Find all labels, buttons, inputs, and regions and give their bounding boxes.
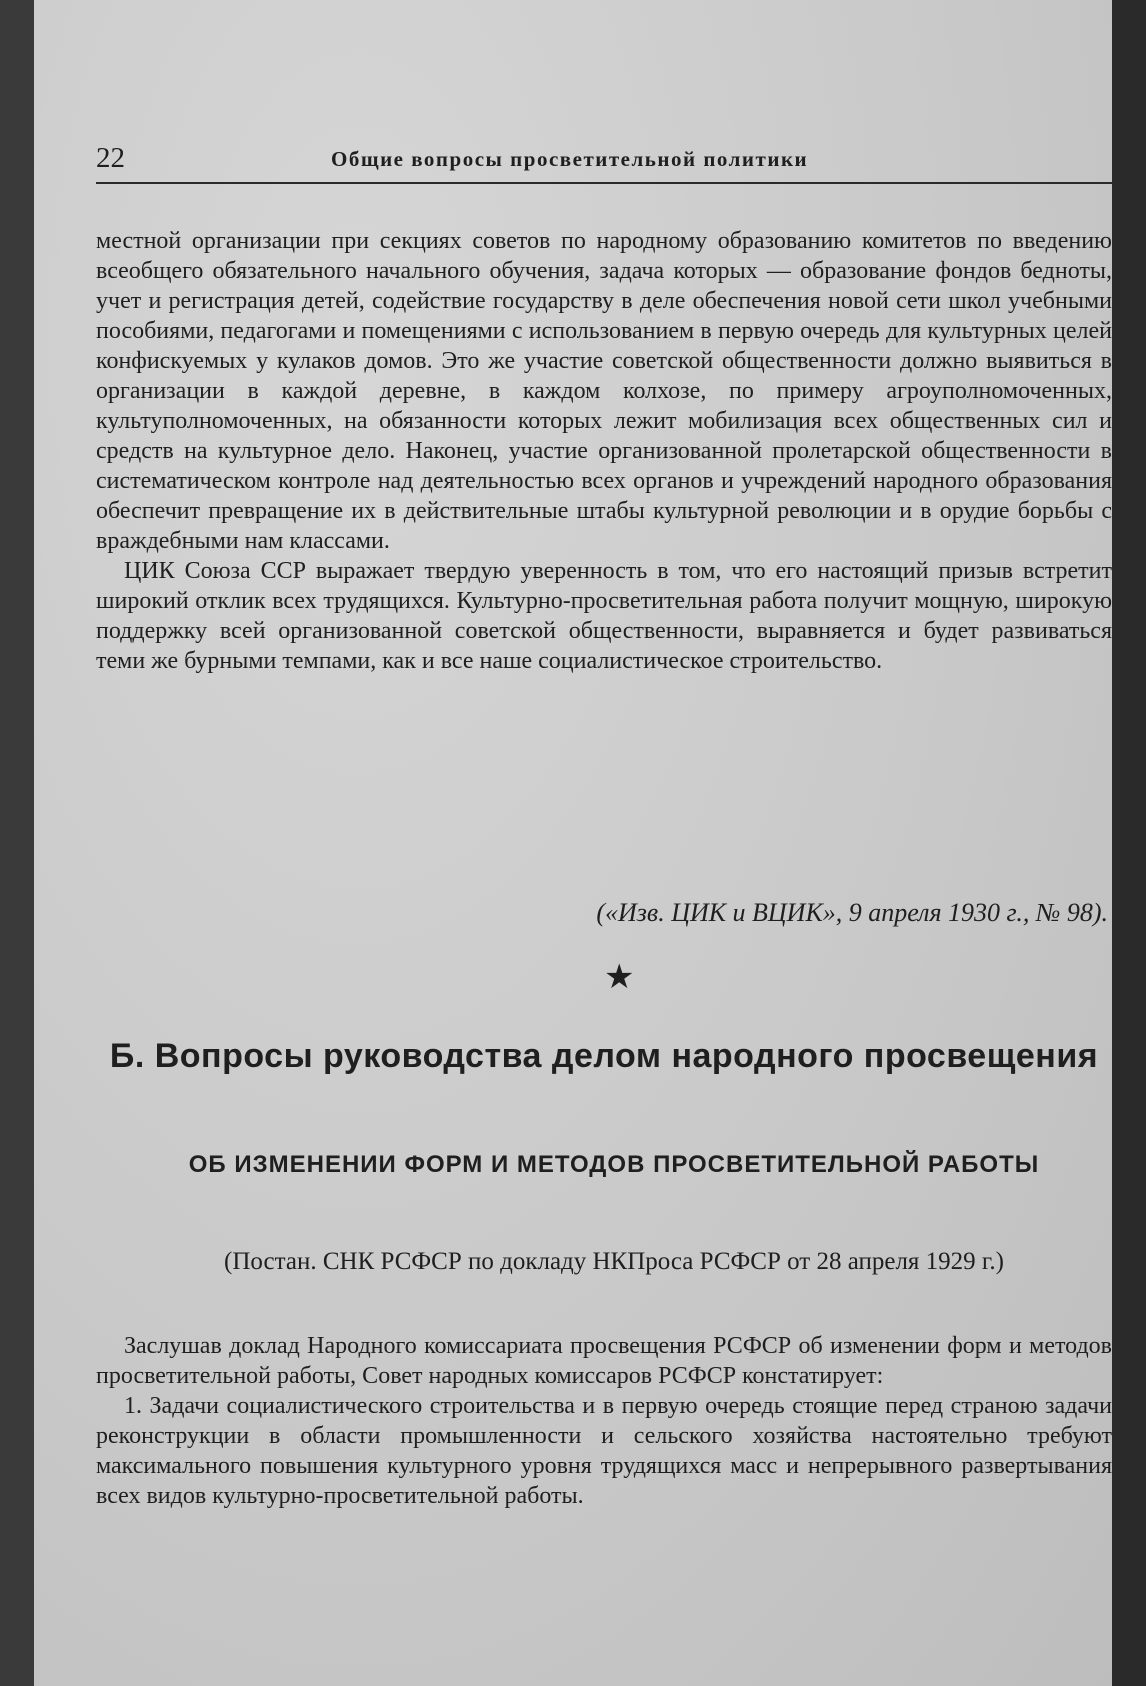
document-title: ОБ ИЗМЕНЕНИИ ФОРМ И МЕТОДОВ ПРОСВЕТИТЕЛЬНОЙ РАБОТЫ: [188, 1151, 1040, 1178]
book-edge: [1112, 0, 1146, 1686]
running-title: Общие вопросы просветительной политики: [331, 147, 809, 171]
paragraph-1: местной организации при секциях советов по народному образованию комитетов по введению всеобщего обязательного начального обучения, задача которых — образование фондов бедноты, учет и регистрация детей, содействие государству в деле обеспечения новой сети школ учебными пособиями, педагогами и помещениями с использованием в первую очередь для культурных целей конфискуемых у кулаков домов. Это же участие советской общественности должно выявиться в организации в каждой деревне, в каждом колхозе, по примеру агроуполномоченных, культуполномоченных, на обязанности которых лежит мобилизация всех общественных сил и средств на культурное дело. Наконец, участие организованной пролетарской общественности в систематическом контроле над деятельностью всех органов и учреждений народного образования обеспечит превращение их в действительные штабы культурной революции и в орудие борьбы с враждебными нам классами.: [96, 228, 1112, 554]
paragraph-2: ЦИК Союза ССР выражает твердую уверенность в том, что его настоящий призыв встретит широкий отклик всех трудящихся. Культурно-просветительная работа получит мощную, широкую поддержку всей организованной советской общественности, выравняется и будет развиваться теми же бурными темпами, как и все наше социалистическое строительство.: [96, 558, 1112, 674]
resolution-line: (Постан. СНК РСФСР по докладу НКПроса РСФСР от 28 апреля 1929 г.): [224, 1248, 1004, 1275]
continued-text: [96, 226, 1112, 676]
point-1-paragraph: 1. Задачи социалистического строительства и в первую очередь стоящие перед страною задачи реконструкции в области промышленности и сельского хозяйства настоятельно требуют максимального повышения культурного уровня трудящихся масс и непрерывного развертывания всех видов культурно-просветительной работы.: [96, 1393, 1112, 1509]
book-gutter: [0, 0, 34, 1686]
book-page: [34, 0, 1112, 1686]
section-title: Б. Вопросы руководства делом народного просвещения: [109, 1037, 1099, 1075]
star-separator-icon: ★: [604, 959, 635, 996]
page-number: 22: [96, 142, 125, 174]
intro-paragraph: Заслушав доклад Народного комиссариата просвещения РСФСР об изменении форм и методов просветительной работы, Совет народных комиссаров РСФСР констатирует:: [96, 1333, 1112, 1389]
source-citation: («Изв. ЦИК и ВЦИК», 9 апреля 1930 г., № 98).: [596, 898, 1108, 927]
document-text: [96, 1331, 1112, 1511]
page-header: [96, 142, 1112, 184]
